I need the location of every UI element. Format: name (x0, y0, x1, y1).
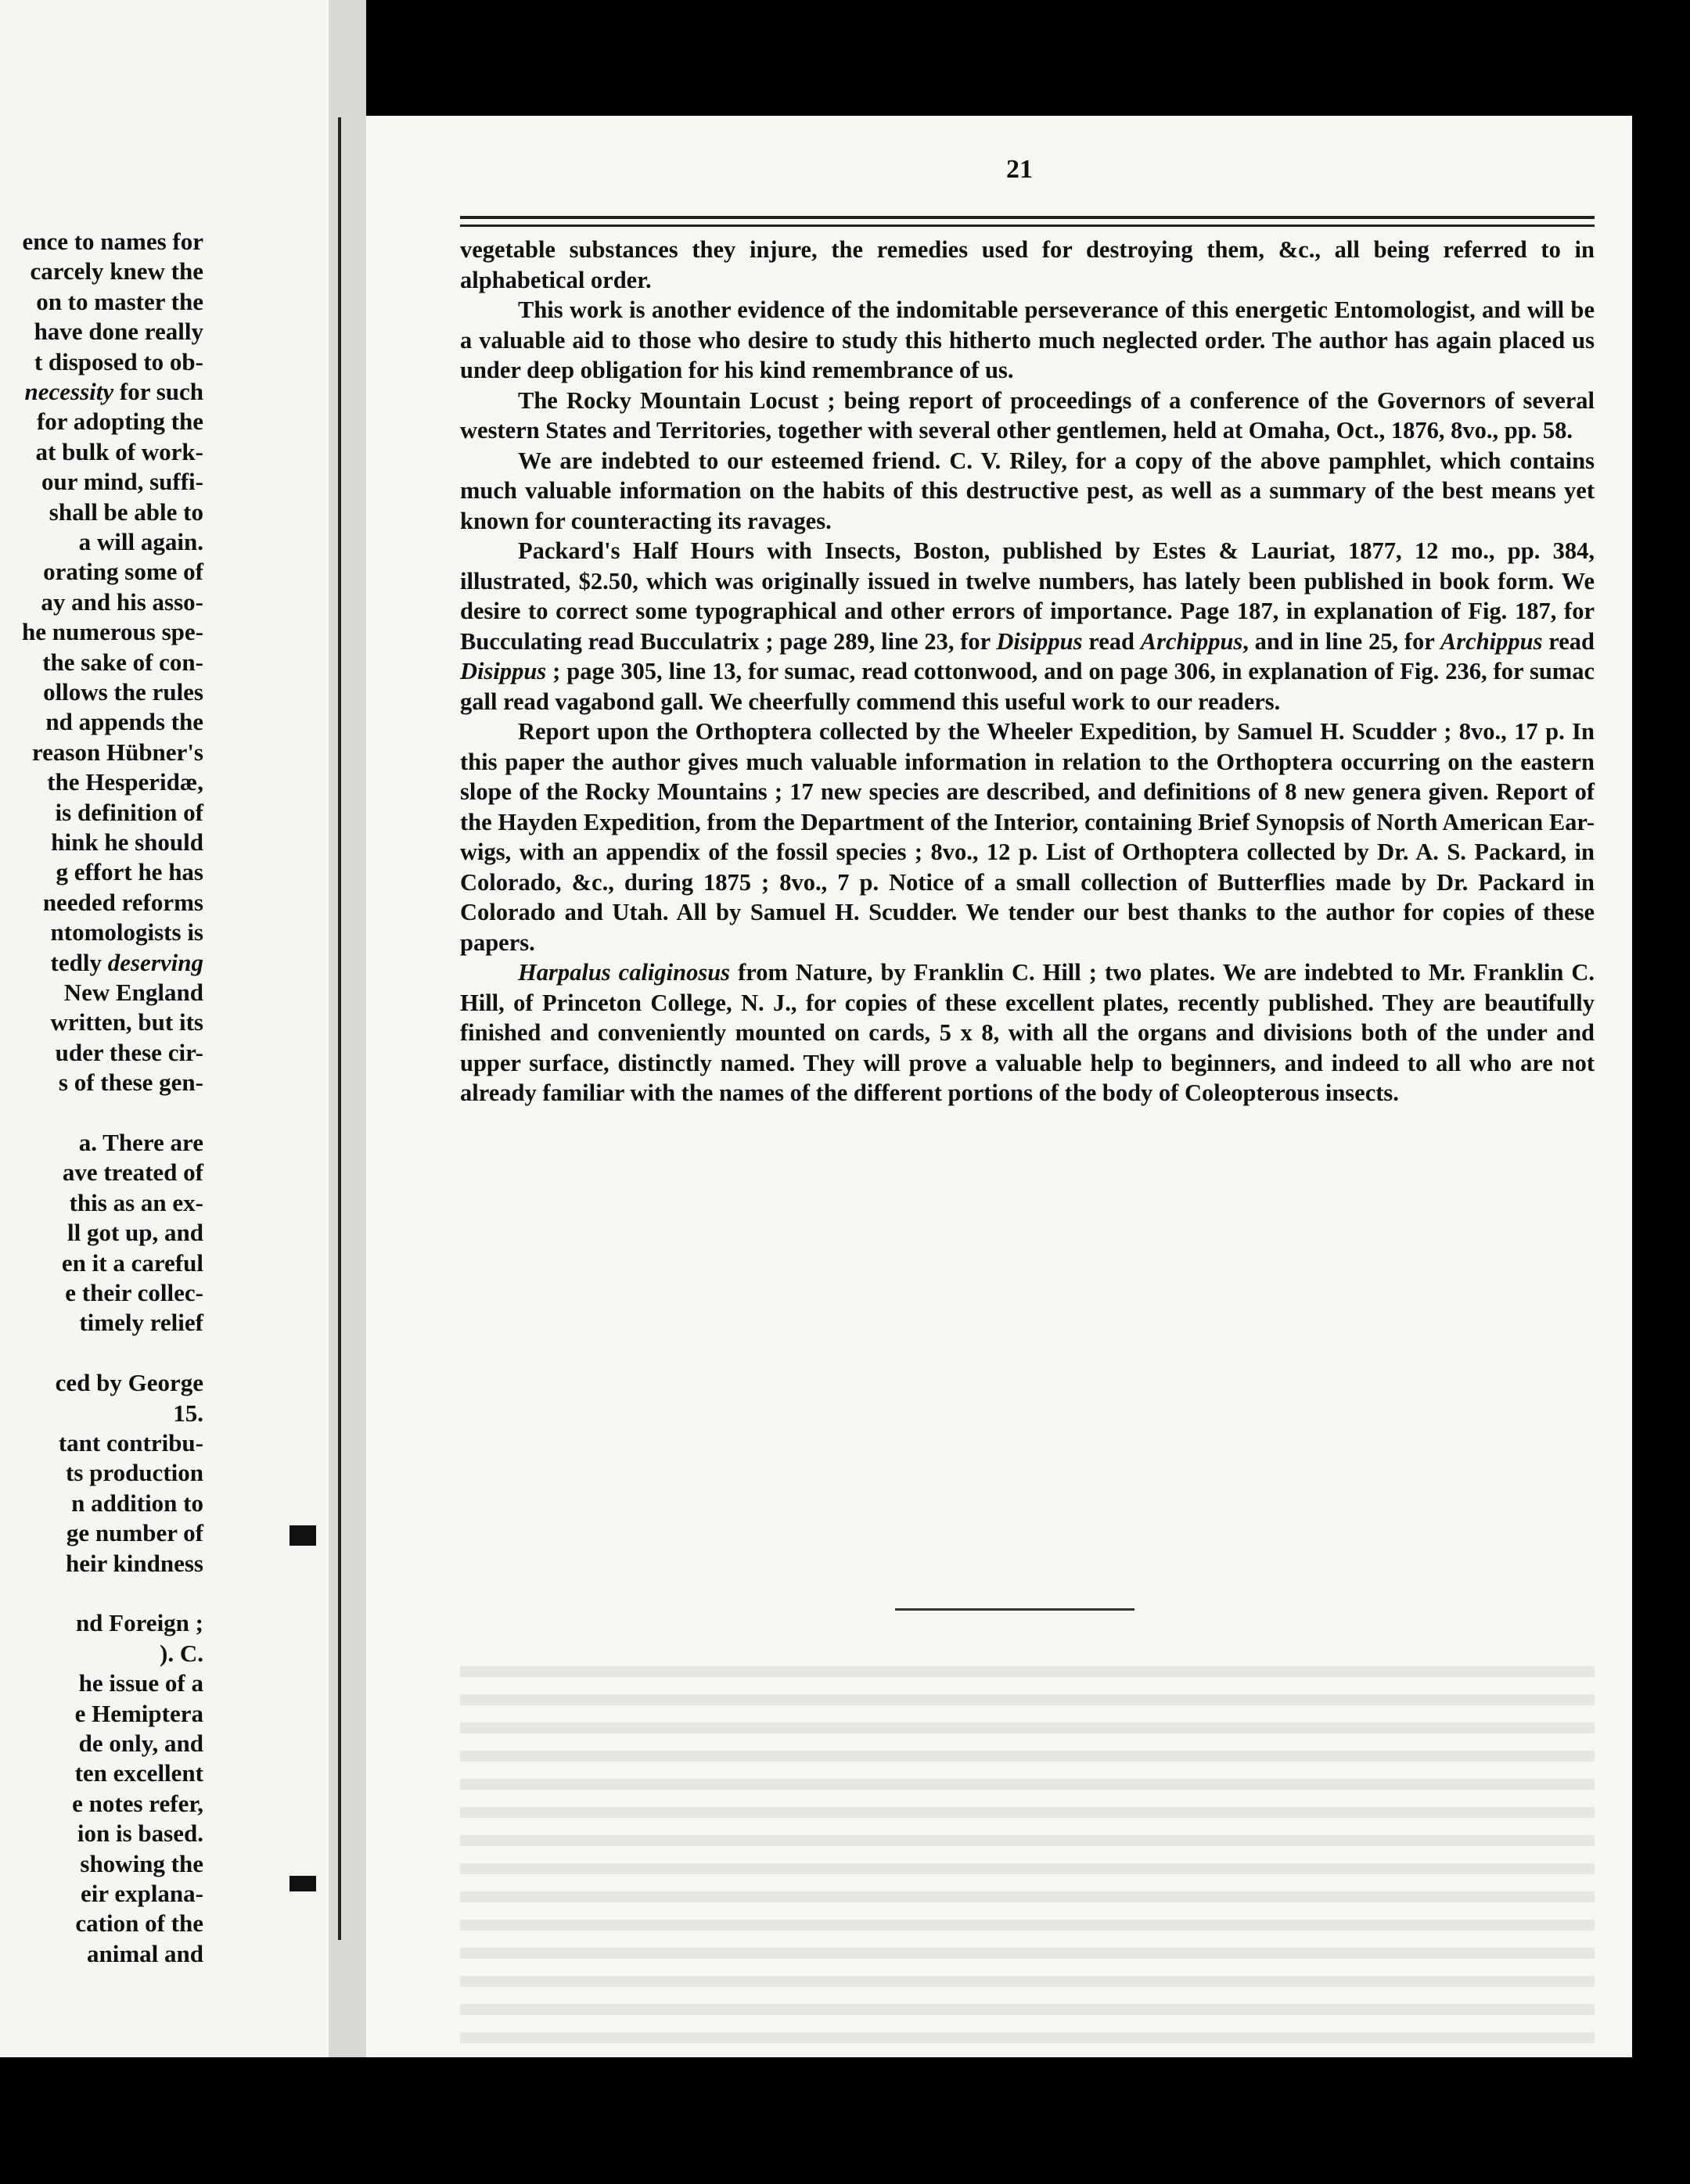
left-page-line: ced by George (55, 1369, 203, 1397)
left-page-line: e their collec- (65, 1279, 203, 1306)
left-page-line: timely relief (79, 1309, 203, 1337)
left-page-line: nd appends the (45, 708, 203, 736)
left-page-line: n addition to (71, 1489, 203, 1517)
left-page-line: de only, and (78, 1730, 203, 1757)
page-number: 21 (1006, 155, 1033, 184)
left-page-line: the sake of con- (42, 648, 203, 676)
left-page-line: s of these gen- (58, 1069, 203, 1097)
left-page-line: 15. (173, 1399, 203, 1427)
left-page-line: ay and his asso- (41, 587, 203, 616)
left-page-line: e Hemiptera (74, 1699, 203, 1727)
left-page-line: nd Foreign ; (75, 1609, 203, 1637)
left-page-line: showing the (80, 1849, 203, 1877)
left-page-line: ave treated of (62, 1158, 203, 1187)
left-page-line: needed reforms (42, 888, 203, 916)
left-page (0, 0, 329, 2057)
left-page-line: ence to names for (22, 228, 203, 255)
left-page-line: necessity for such (24, 378, 203, 405)
left-page-line: ntomologists is (50, 918, 203, 947)
paragraph: vegetable substances they injure, the remedies used for destroying them, &c., all being referred to in alphabetical order. (460, 236, 1595, 293)
paragraph: Packard's Half Hours with Insects, Boston, published by Estes & Lauriat, 1877, 12 mo., pp. 384, illustrated, $2.50, which was originally issued in twelve numbers, has lately been published in book form. We desire to correct some typographical and other errors of importance. Page 187, in explanation of Fig. 187, for Bucculating read Bucculatrix ; page 289, line 23, for Disippus read Archippus, and in line 25, for Archippus read Disippus ; page 305, line 13, for sumac, read cottonwood, and on page 306, in explanation of Fig. 236, for sumac gall read vagabond gall. We cheerfully commend this useful work to our readers. (460, 537, 1595, 715)
left-page-line: he numerous spe- (22, 618, 203, 646)
left-page-line: e notes refer, (72, 1789, 203, 1817)
book-spine (329, 0, 366, 2057)
left-page-line: hink he should (51, 828, 203, 856)
left-page-line: for adopting the (36, 408, 203, 436)
left-page-line: ge number of (66, 1519, 203, 1547)
left-page-line: a. There are (78, 1129, 203, 1156)
left-page-line: shall be able to (49, 498, 203, 526)
left-page-line: tedly deserving (50, 948, 203, 976)
left-page-line: New England (63, 979, 203, 1006)
left-page-line: ts production (66, 1459, 203, 1487)
left-page-line: have done really (34, 318, 203, 346)
left-page-line: t disposed to ob- (34, 347, 203, 375)
header-rule (460, 216, 1595, 219)
paragraph: Harpalus caliginosus from Nature, by Franklin C. Hill ; two plates. We are indebted to Mr. Franklin C. Hill, of Princeton College, N. J., for copies of these excellent plates, recently published. They are beautifully finished and conveniently mounted on cards, 5 x 8, with all the organs and divisions both of the under and upper surface, distinctly named. They will prove a valuable help to beginners, and indeed to all who are not already familiar with the names of the different portions of the body of Coleopterous insects. (460, 959, 1595, 1106)
left-page-line: eir explana- (81, 1880, 203, 1907)
scan-border (0, 2057, 1690, 2184)
spine-line (338, 117, 341, 1940)
left-page-line: a will again. (78, 528, 203, 555)
header-rule (460, 225, 1595, 227)
left-page-line: he issue of a (78, 1669, 203, 1697)
left-page-line: en it a careful (61, 1248, 203, 1277)
right-page (366, 116, 1632, 2057)
left-page-line: heir kindness (65, 1549, 203, 1577)
bleed-through (460, 1649, 1595, 2048)
paragraph: We are indebted to our esteemed friend. C. V. Riley, for a copy of the above pamphlet, which contains much valuable information on the habits of this destructive pest, as well as a summary of the best means yet known for counteracting its ravages. (460, 447, 1595, 534)
left-page-line: on to master the (36, 287, 203, 315)
left-page-line: carcely knew the (30, 257, 203, 286)
left-page-line: tant contribu- (58, 1429, 203, 1457)
paragraph: This work is another evidence of the indomitable perseverance of this energetic Entomologist, and will be a valuable aid to those who desire to study this hitherto much neglected order. The author has again placed us under deep obligation for his kind remembrance of us. (460, 296, 1595, 383)
left-page-line: reason Hübner's (31, 738, 203, 766)
left-page-line: this as an ex- (69, 1188, 203, 1216)
binding-mark (289, 1876, 316, 1891)
left-page-line: ). C. (160, 1639, 203, 1667)
left-page-line: ll got up, and (67, 1219, 203, 1247)
section-end-rule (895, 1608, 1134, 1611)
paragraph: The Rocky Mountain Locust ; being report of proceedings of a conference of the Governors of several western States and Territories, together with several other gentlemen, held at Omaha, Oct., 1876, 8vo., pp. 58. (460, 386, 1595, 444)
left-page-line: animal and (86, 1939, 203, 1967)
left-page-line: ten excellent (74, 1759, 203, 1787)
left-page-line: is definition of (55, 798, 203, 826)
left-page-line: ion is based. (77, 1819, 203, 1848)
left-page-line: at bulk of work- (35, 437, 203, 465)
body-text (460, 235, 1595, 1108)
binding-mark (289, 1525, 316, 1546)
left-page-line: our mind, suffi- (41, 468, 203, 496)
paragraph: Report upon the Orthoptera collected by the Wheeler Expedition, by Samuel H. Scudder ; 8vo., 17 p. In this paper the author gives much valuable information in relation to the Orthoptera occurring on the eastern slope of the Rocky Mountains ; 17 new species are described, and definitions of 8 new genera given. Report of the Hayden Expedition, from the Department of the Interior, containing Brief Synopsis of North American Ear-wigs, with an appendix of the fossil species ; 8vo., 12 p. List of Orthoptera collected by Dr. A. S. Packard, in Colorado, &c., during 1875 ; 8vo., 7 p. Notice of a small collection of Butterflies made by Dr. Packard in Colorado and Utah. All by Samuel H. Scudder. We tender our best thanks to the author for copies of these papers. (460, 718, 1595, 956)
left-page-line: ollows the rules (43, 678, 203, 706)
left-page-line: cation of the (75, 1909, 203, 1938)
left-page-line: written, but its (50, 1008, 203, 1036)
left-page-line: uder these cir- (55, 1038, 203, 1066)
left-page-line: g effort he has (56, 858, 203, 886)
left-page-line: the Hesperidæ, (47, 768, 203, 796)
left-page-line: orating some of (43, 558, 203, 586)
